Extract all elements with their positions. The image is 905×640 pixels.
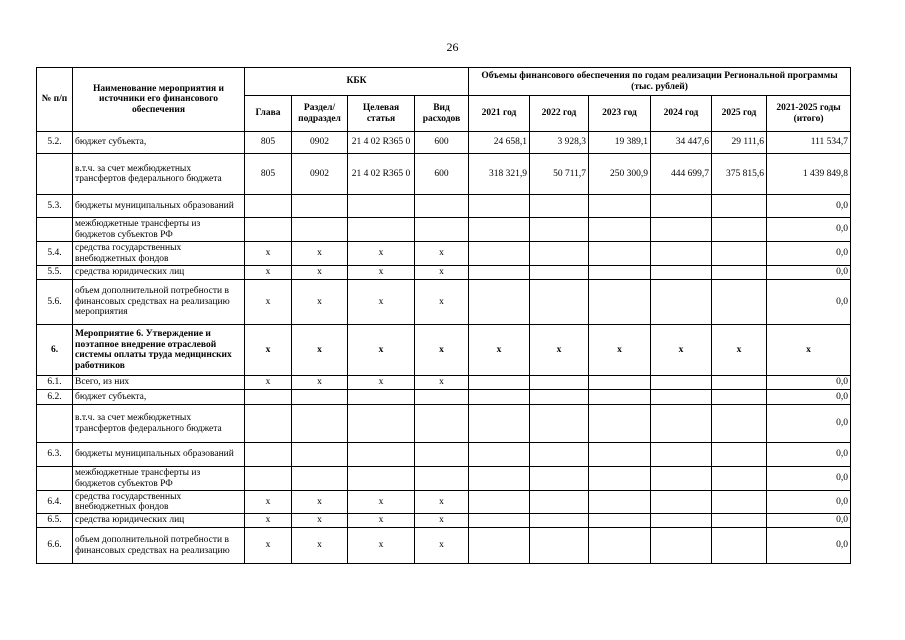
cell-2022 bbox=[530, 491, 589, 514]
cell-glava: х bbox=[245, 242, 292, 266]
cell-razdel bbox=[292, 390, 348, 405]
cell-celevaya bbox=[348, 218, 415, 242]
row-number: 6.4. bbox=[37, 491, 73, 514]
cell-2025 bbox=[712, 514, 767, 528]
cell-2025 bbox=[712, 405, 767, 443]
row-number bbox=[37, 467, 73, 491]
row-name: средства юридических лиц bbox=[73, 514, 245, 528]
cell-celevaya: 21 4 02 R365 0 bbox=[348, 154, 415, 195]
cell-vid bbox=[415, 467, 469, 491]
cell-2021 bbox=[469, 443, 530, 467]
cell-2023: 19 389,1 bbox=[589, 132, 651, 154]
cell-2021 bbox=[469, 528, 530, 564]
cell-2021 bbox=[469, 266, 530, 280]
cell-2024 bbox=[651, 376, 712, 390]
row-name: бюджет субъекта, bbox=[73, 132, 245, 154]
table-row bbox=[37, 325, 851, 376]
cell-2024 bbox=[651, 266, 712, 280]
cell-2023 bbox=[589, 376, 651, 390]
cell-razdel bbox=[292, 443, 348, 467]
cell-2022 bbox=[530, 280, 589, 325]
cell-total: 0,0 bbox=[767, 514, 851, 528]
cell-2023: х bbox=[589, 325, 651, 376]
cell-2025 bbox=[712, 376, 767, 390]
cell-celevaya: 21 4 02 R365 0 bbox=[348, 132, 415, 154]
row-number: 6.2. bbox=[37, 390, 73, 405]
header-2023: 2023 год bbox=[589, 96, 651, 132]
cell-2022 bbox=[530, 266, 589, 280]
header-razdel: Раздел/ подраздел bbox=[292, 96, 348, 132]
header-2024: 2024 год bbox=[651, 96, 712, 132]
cell-2025 bbox=[712, 467, 767, 491]
table-row bbox=[37, 491, 851, 514]
cell-2023 bbox=[589, 514, 651, 528]
cell-glava bbox=[245, 467, 292, 491]
cell-razdel: х bbox=[292, 528, 348, 564]
header-2025: 2025 год bbox=[712, 96, 767, 132]
row-number: 6.3. bbox=[37, 443, 73, 467]
cell-vid bbox=[415, 195, 469, 218]
cell-2023 bbox=[589, 528, 651, 564]
cell-total: 0,0 bbox=[767, 443, 851, 467]
cell-razdel: х bbox=[292, 266, 348, 280]
cell-celevaya: х bbox=[348, 528, 415, 564]
cell-celevaya: х bbox=[348, 280, 415, 325]
row-name: средства государственных внебюджетных фондов bbox=[73, 242, 245, 266]
cell-glava: х bbox=[245, 514, 292, 528]
row-number: 5.3. bbox=[37, 195, 73, 218]
cell-celevaya: х bbox=[348, 514, 415, 528]
table-row bbox=[37, 405, 851, 443]
cell-2024 bbox=[651, 491, 712, 514]
page-number: 26 bbox=[446, 40, 459, 54]
cell-total: 0,0 bbox=[767, 467, 851, 491]
cell-2025 bbox=[712, 528, 767, 564]
cell-2021: 24 658,1 bbox=[469, 132, 530, 154]
table-row bbox=[37, 266, 851, 280]
cell-total: 0,0 bbox=[767, 195, 851, 218]
cell-total: 0,0 bbox=[767, 376, 851, 390]
cell-celevaya: х bbox=[348, 266, 415, 280]
table-row bbox=[37, 154, 851, 195]
cell-celevaya: х bbox=[348, 242, 415, 266]
cell-2023 bbox=[589, 266, 651, 280]
cell-2023 bbox=[589, 195, 651, 218]
cell-total: 0,0 bbox=[767, 491, 851, 514]
header-total: 2021-2025 годы (итого) bbox=[767, 96, 851, 132]
cell-razdel: х bbox=[292, 280, 348, 325]
table-row bbox=[37, 132, 851, 154]
header-kbk: КБК bbox=[245, 68, 469, 96]
row-number bbox=[37, 218, 73, 242]
cell-vid: 600 bbox=[415, 154, 469, 195]
cell-vid bbox=[415, 443, 469, 467]
row-name: в.т.ч. за счет межбюджетных трансфертов федерального бюджета bbox=[73, 154, 245, 195]
cell-total: 0,0 bbox=[767, 242, 851, 266]
cell-total: 111 534,7 bbox=[767, 132, 851, 154]
cell-2024 bbox=[651, 443, 712, 467]
cell-2024: 444 699,7 bbox=[651, 154, 712, 195]
row-name: бюджет субъекта, bbox=[73, 390, 245, 405]
cell-2024: 34 447,6 bbox=[651, 132, 712, 154]
cell-2022: 3 928,3 bbox=[530, 132, 589, 154]
cell-glava bbox=[245, 443, 292, 467]
cell-2021 bbox=[469, 467, 530, 491]
cell-2021 bbox=[469, 390, 530, 405]
cell-celevaya bbox=[348, 405, 415, 443]
cell-vid bbox=[415, 405, 469, 443]
cell-2021 bbox=[469, 242, 530, 266]
cell-glava: х bbox=[245, 528, 292, 564]
cell-2023 bbox=[589, 218, 651, 242]
row-name: средства государственных внебюджетных фондов bbox=[73, 491, 245, 514]
cell-vid: х bbox=[415, 528, 469, 564]
table-row bbox=[37, 514, 851, 528]
cell-total: 0,0 bbox=[767, 280, 851, 325]
cell-glava: х bbox=[245, 266, 292, 280]
row-name: объем дополнительной потребности в финансовых средствах на реализацию bbox=[73, 528, 245, 564]
row-name: Мероприятие 6. Утверждение и поэтапное внедрение отраслевой системы оплаты труда медицинских работников bbox=[73, 325, 245, 376]
row-name: бюджеты муниципальных образований bbox=[73, 443, 245, 467]
cell-2025: 29 111,6 bbox=[712, 132, 767, 154]
cell-2023 bbox=[589, 242, 651, 266]
cell-2023 bbox=[589, 280, 651, 325]
row-name: в.т.ч. за счет межбюджетных трансфертов федерального бюджета bbox=[73, 405, 245, 443]
cell-vid: х bbox=[415, 325, 469, 376]
cell-2025: х bbox=[712, 325, 767, 376]
row-number: 6.5. bbox=[37, 514, 73, 528]
cell-razdel: х bbox=[292, 242, 348, 266]
cell-2022 bbox=[530, 242, 589, 266]
cell-glava: х bbox=[245, 280, 292, 325]
cell-2022: х bbox=[530, 325, 589, 376]
table-row bbox=[37, 467, 851, 491]
row-number: 5.2. bbox=[37, 132, 73, 154]
cell-celevaya: х bbox=[348, 325, 415, 376]
cell-razdel: х bbox=[292, 514, 348, 528]
cell-2024 bbox=[651, 514, 712, 528]
cell-2025 bbox=[712, 390, 767, 405]
cell-2024 bbox=[651, 218, 712, 242]
cell-total: 0,0 bbox=[767, 218, 851, 242]
table-row bbox=[37, 528, 851, 564]
row-name: межбюджетные трансферты из бюджетов субъектов РФ bbox=[73, 218, 245, 242]
row-number: 6.6. bbox=[37, 528, 73, 564]
cell-2021 bbox=[469, 376, 530, 390]
cell-glava bbox=[245, 195, 292, 218]
cell-2024 bbox=[651, 390, 712, 405]
cell-2021 bbox=[469, 218, 530, 242]
table-row bbox=[37, 390, 851, 405]
cell-glava: х bbox=[245, 325, 292, 376]
cell-razdel bbox=[292, 195, 348, 218]
row-number bbox=[37, 154, 73, 195]
cell-celevaya: х bbox=[348, 376, 415, 390]
cell-2021 bbox=[469, 280, 530, 325]
cell-razdel bbox=[292, 467, 348, 491]
cell-razdel: х bbox=[292, 325, 348, 376]
cell-2023 bbox=[589, 491, 651, 514]
cell-celevaya bbox=[348, 443, 415, 467]
cell-2022 bbox=[530, 514, 589, 528]
cell-2025 bbox=[712, 266, 767, 280]
cell-2022 bbox=[530, 218, 589, 242]
cell-total: 0,0 bbox=[767, 405, 851, 443]
cell-2022: 50 711,7 bbox=[530, 154, 589, 195]
row-name: бюджеты муниципальных образований bbox=[73, 195, 245, 218]
header-2021: 2021 год bbox=[469, 96, 530, 132]
table-row bbox=[37, 443, 851, 467]
row-name: средства юридических лиц bbox=[73, 266, 245, 280]
cell-glava bbox=[245, 405, 292, 443]
cell-vid: х bbox=[415, 266, 469, 280]
cell-2022 bbox=[530, 405, 589, 443]
table-row bbox=[37, 218, 851, 242]
cell-glava bbox=[245, 390, 292, 405]
cell-celevaya bbox=[348, 390, 415, 405]
cell-2025 bbox=[712, 218, 767, 242]
cell-2025 bbox=[712, 491, 767, 514]
row-name: межбюджетные трансферты из бюджетов субъектов РФ bbox=[73, 467, 245, 491]
table-row bbox=[37, 242, 851, 266]
cell-2024 bbox=[651, 195, 712, 218]
cell-2022 bbox=[530, 376, 589, 390]
cell-2021 bbox=[469, 405, 530, 443]
table-row bbox=[37, 376, 851, 390]
cell-razdel bbox=[292, 218, 348, 242]
cell-total: 0,0 bbox=[767, 528, 851, 564]
row-name: Всего, из них bbox=[73, 376, 245, 390]
cell-razdel bbox=[292, 405, 348, 443]
cell-glava: х bbox=[245, 491, 292, 514]
header-celevaya: Целевая статья bbox=[348, 96, 415, 132]
cell-2024 bbox=[651, 528, 712, 564]
cell-2025: 375 815,6 bbox=[712, 154, 767, 195]
cell-celevaya: х bbox=[348, 491, 415, 514]
cell-2024 bbox=[651, 405, 712, 443]
cell-vid: х bbox=[415, 514, 469, 528]
cell-glava bbox=[245, 218, 292, 242]
cell-glava: х bbox=[245, 376, 292, 390]
cell-2023 bbox=[589, 467, 651, 491]
header-num: № п/п bbox=[37, 68, 73, 132]
header-glava: Глава bbox=[245, 96, 292, 132]
row-number: 5.5. bbox=[37, 266, 73, 280]
cell-razdel: х bbox=[292, 491, 348, 514]
cell-total: 1 439 849,8 bbox=[767, 154, 851, 195]
cell-2021 bbox=[469, 491, 530, 514]
row-number: 6. bbox=[37, 325, 73, 376]
row-name: объем дополнительной потребности в финансовых средствах на реализацию мероприятия bbox=[73, 280, 245, 325]
financing-table bbox=[36, 67, 851, 564]
cell-2021 bbox=[469, 195, 530, 218]
cell-vid: х bbox=[415, 491, 469, 514]
cell-2022 bbox=[530, 390, 589, 405]
cell-vid bbox=[415, 218, 469, 242]
cell-2024 bbox=[651, 242, 712, 266]
cell-2022 bbox=[530, 443, 589, 467]
cell-vid: х bbox=[415, 376, 469, 390]
cell-vid: х bbox=[415, 242, 469, 266]
cell-total: 0,0 bbox=[767, 266, 851, 280]
cell-vid: 600 bbox=[415, 132, 469, 154]
header-volumes: Объемы финансового обеспечения по годам реализации Региональной программы (тыс. рублей) bbox=[469, 68, 851, 96]
cell-razdel: х bbox=[292, 376, 348, 390]
cell-2023 bbox=[589, 405, 651, 443]
cell-2024 bbox=[651, 280, 712, 325]
cell-2021 bbox=[469, 514, 530, 528]
cell-2023 bbox=[589, 443, 651, 467]
cell-celevaya bbox=[348, 467, 415, 491]
header-name: Наименование мероприятия и источники его финансового обеспечения bbox=[73, 68, 245, 132]
cell-2021: х bbox=[469, 325, 530, 376]
cell-2025 bbox=[712, 242, 767, 266]
cell-2022 bbox=[530, 467, 589, 491]
header-vid: Вид расходов bbox=[415, 96, 469, 132]
header-2022: 2022 год bbox=[530, 96, 589, 132]
cell-2022 bbox=[530, 528, 589, 564]
cell-celevaya bbox=[348, 195, 415, 218]
cell-2022 bbox=[530, 195, 589, 218]
cell-2024: х bbox=[651, 325, 712, 376]
cell-2021: 318 321,9 bbox=[469, 154, 530, 195]
cell-2024 bbox=[651, 467, 712, 491]
row-number: 5.6. bbox=[37, 280, 73, 325]
cell-2025 bbox=[712, 195, 767, 218]
cell-glava: 805 bbox=[245, 132, 292, 154]
cell-razdel: 0902 bbox=[292, 132, 348, 154]
table-row bbox=[37, 195, 851, 218]
cell-vid bbox=[415, 390, 469, 405]
cell-2023: 250 300,9 bbox=[589, 154, 651, 195]
table-row bbox=[37, 280, 851, 325]
cell-2023 bbox=[589, 390, 651, 405]
row-number: 5.4. bbox=[37, 242, 73, 266]
row-number bbox=[37, 405, 73, 443]
row-number: 6.1. bbox=[37, 376, 73, 390]
cell-total: х bbox=[767, 325, 851, 376]
cell-glava: 805 bbox=[245, 154, 292, 195]
cell-2025 bbox=[712, 443, 767, 467]
cell-2025 bbox=[712, 280, 767, 325]
cell-total: 0,0 bbox=[767, 390, 851, 405]
cell-razdel: 0902 bbox=[292, 154, 348, 195]
cell-vid: х bbox=[415, 280, 469, 325]
